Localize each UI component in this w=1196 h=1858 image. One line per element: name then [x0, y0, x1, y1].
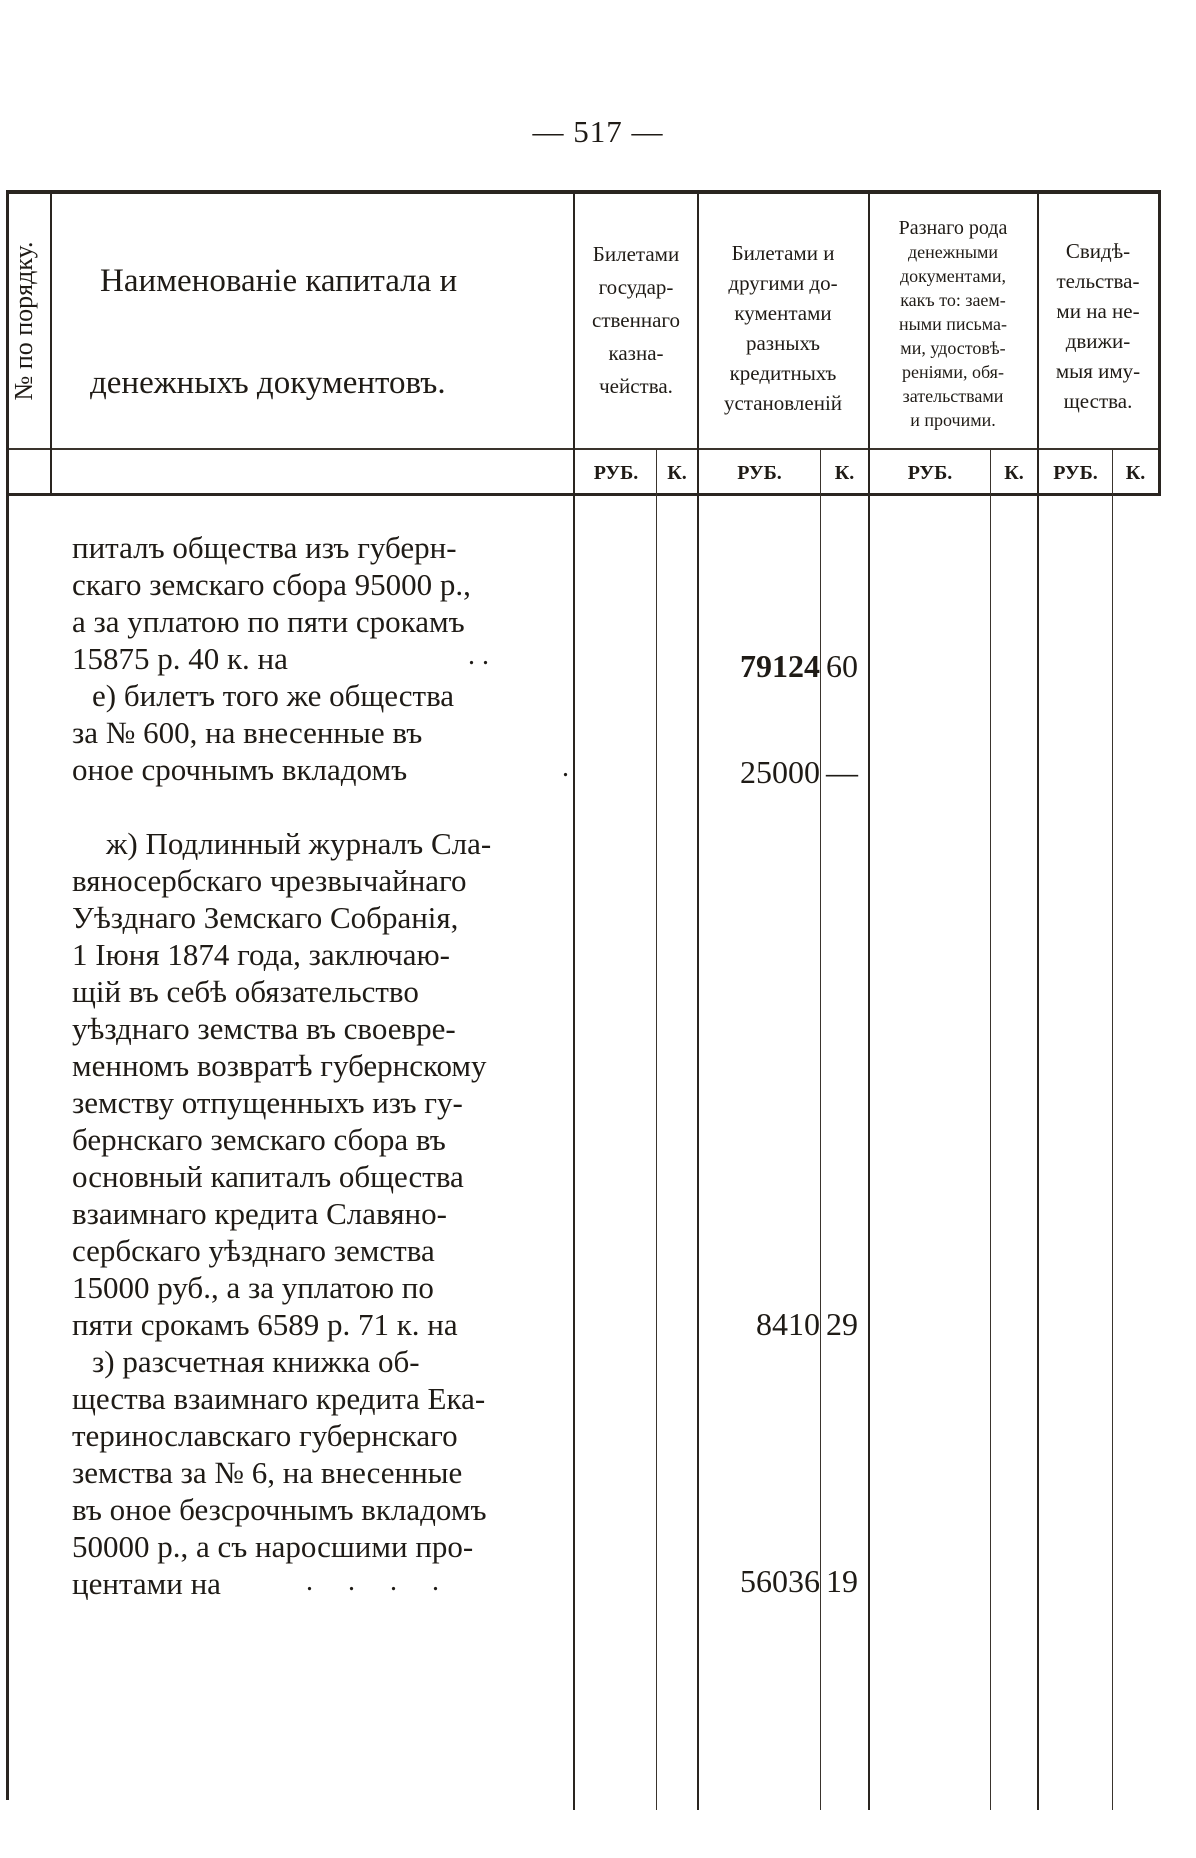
text-line: щества взаимнаго кредита Ека- — [72, 1381, 486, 1416]
text-line: питалъ общества изъ губерн- — [72, 530, 457, 565]
money-documents-header: Разнаго рода денежными документами, какъ то: заем- ными письма- ми, удостовѣ- реніями, обя- зательствами и прочими. — [898, 217, 1008, 430]
name-header-line1: Наименованіе капитала и — [100, 263, 458, 299]
column-rule-money — [1037, 190, 1039, 1810]
text-line: оное срочнымъ вкладомъ — [72, 752, 408, 787]
column-rule-other-kop — [820, 448, 821, 1810]
name-header-line2: денежныхъ документовъ. — [90, 364, 446, 401]
unit-kop-state: К. — [667, 462, 687, 484]
amount-kopecks: — — [826, 754, 858, 790]
text-line: основный капиталъ общества — [72, 1159, 464, 1194]
table-top-rule — [8, 190, 1158, 194]
text-line: ж) Подлинный журналъ Сла- — [106, 826, 492, 861]
page-number: — 517 — — [532, 114, 664, 149]
unit-kop-other: К. — [834, 462, 855, 484]
text-line: з) разсчетная книжка об- — [92, 1344, 420, 1379]
text-line: въ оное безсрочнымъ вкладомъ — [72, 1492, 487, 1527]
other-tickets-header: Билетами и другими до- кументами разныхъ кредитныхъ установленій — [723, 241, 843, 415]
amount-rubles: 56036 — [740, 1563, 820, 1599]
row-number-header: № по порядку. — [9, 241, 38, 401]
unit-rub-state: РУБ. — [593, 462, 639, 484]
column-rule-number — [50, 190, 52, 496]
text-line: 1 Іюня 1874 года, заключаю- — [72, 937, 451, 972]
text-line: пяти срокамъ 6589 р. 71 к. на — [72, 1307, 458, 1342]
amount-kopecks: 19 — [826, 1563, 858, 1599]
text-line: земства за № 6, на внесенные — [72, 1455, 463, 1490]
unit-rub-property: РУБ. — [1053, 462, 1098, 484]
text-line: скаго земскаго сбора 95000 р., — [72, 567, 471, 602]
text-line: сербскаго уѣзднаго земства — [72, 1233, 435, 1268]
amount-kopecks: 29 — [826, 1306, 858, 1342]
dot-leader: . . . . — [306, 1566, 453, 1597]
text-line: Уѣзднаго Земскаго Собранія, — [72, 900, 459, 935]
table-right-rule — [1158, 190, 1161, 496]
text-line: 15000 руб., а за уплатою по — [72, 1270, 434, 1305]
dot-leader: . . — [468, 640, 489, 671]
dot-leader: . — [562, 752, 569, 783]
amount-rubles: 25000 — [740, 754, 820, 790]
unit-rub-money: РУБ. — [907, 462, 953, 484]
property-certificates-header: Свидѣ- тельства- ми на не- движи- мыя иму- щества. — [1055, 239, 1141, 413]
units-bottom-rule — [8, 493, 1158, 496]
state-tickets-header: Билетами государ- ственнаго казна- чейства. — [592, 242, 680, 398]
column-rule-property-kop — [1112, 448, 1113, 1810]
text-line: уѣзднаго земства въ своевре- — [72, 1011, 456, 1046]
text-line: 15875 р. 40 к. на — [72, 641, 288, 676]
text-line: бернскаго земскаго сбора въ — [72, 1122, 446, 1157]
column-rule-other — [868, 190, 870, 1810]
column-rule-money-kop — [990, 448, 991, 1810]
unit-rub-other: РУБ. — [737, 462, 782, 484]
text-line: теринославскаго губернскаго — [72, 1418, 458, 1453]
text-line: центами на — [72, 1566, 221, 1601]
amount-rubles: 79124 — [740, 648, 820, 684]
text-line: земству отпущенныхъ изъ гу- — [72, 1085, 463, 1120]
text-line: за № 600, на внесенные въ — [72, 715, 423, 750]
header-bottom-rule — [8, 448, 1158, 450]
text-line: а за уплатою по пяти срокамъ — [72, 604, 465, 639]
text-line: 50000 р., а съ наросшими про- — [72, 1529, 474, 1564]
text-line: менномъ возвратѣ губернскому — [72, 1048, 487, 1083]
text-line: взаимнаго кредита Славяно- — [72, 1196, 447, 1231]
unit-kop-money: К. — [1004, 462, 1024, 484]
name-column-header — [90, 262, 530, 403]
unit-kop-property: К. — [1125, 462, 1146, 484]
text-line: вяносербскаго чрезвычайнаго — [72, 863, 467, 898]
text-line: щій въ себѣ обязательство — [72, 974, 419, 1009]
amount-rubles: 8410 — [756, 1306, 820, 1342]
text-line: е) билетъ того же общества — [92, 678, 455, 713]
amount-kopecks: 60 — [826, 648, 858, 684]
